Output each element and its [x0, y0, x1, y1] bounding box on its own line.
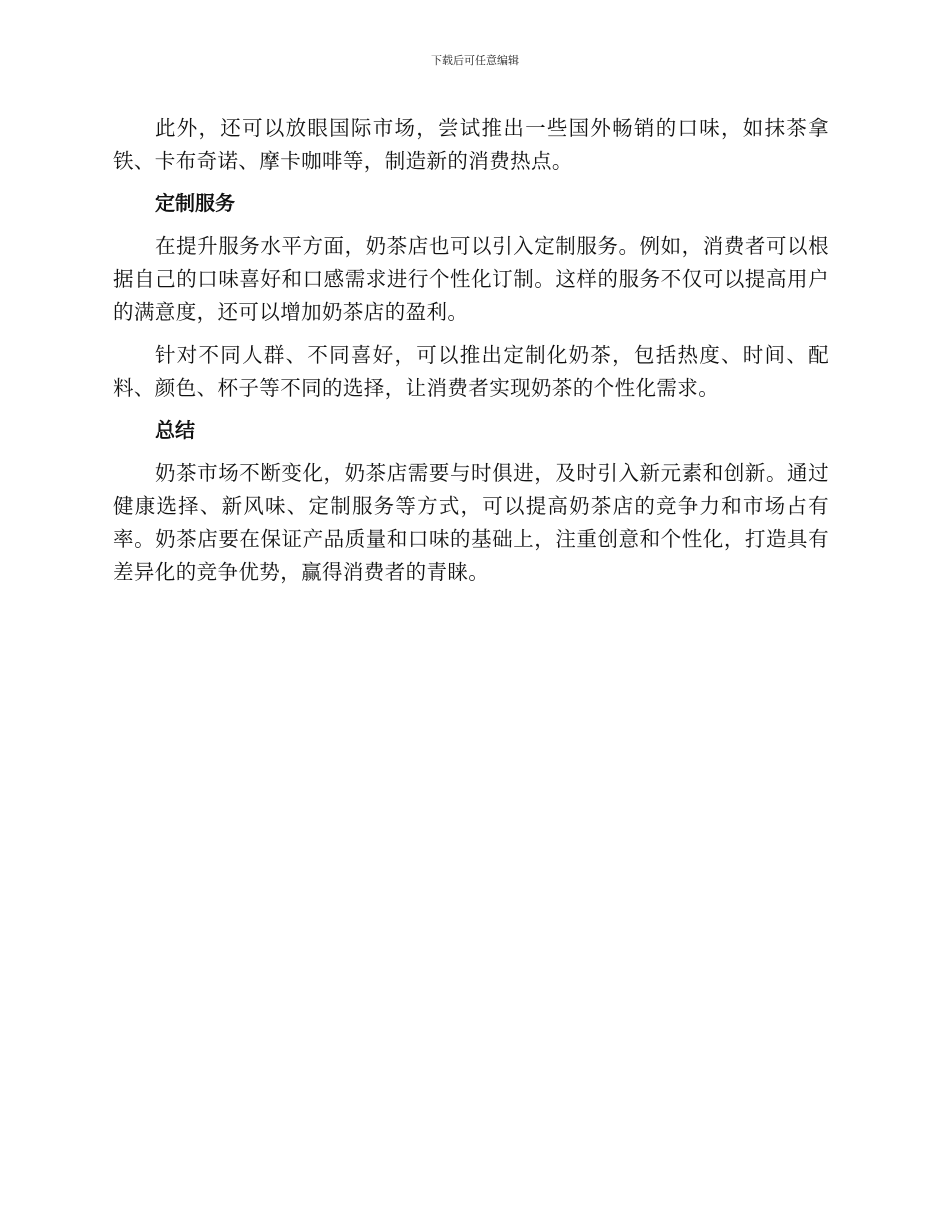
paragraph-custom-options: 针对不同人群、不同喜好，可以推出定制化奶茶，包括热度、时间、配料、颜色、杯子等不同的选择，让消费者实现奶茶的个性化需求。 [113, 343, 829, 400]
paragraph-custom-service-intro: 在提升服务水平方面，奶茶店也可以引入定制服务。例如，消费者可以根据自己的口味喜好和口感需求进行个性化订制。这样的服务不仅可以提高用户的满意度，还可以增加奶茶店的盈利。 [113, 234, 829, 324]
section-heading-custom-service: 定制服务 [155, 191, 235, 215]
paragraph-international-flavors: 此外，还可以放眼国际市场，尝试推出一些国外畅销的口味，如抹茶拿铁、卡布奇诺、摩卡咖啡等，制造新的消费热点。 [113, 116, 829, 173]
page-header: 下载后可任意编辑 [431, 54, 519, 67]
document-body [113, 112, 829, 599]
section-heading-summary: 总结 [155, 418, 195, 442]
paragraph-summary: 奶茶市场不断变化，奶茶店需要与时俱进，及时引入新元素和创新。通过健康选择、新风味、定制服务等方式，可以提高奶茶店的竞争力和市场占有率。奶茶店要在保证产品质量和口味的基础上，注重创意和个性化，打造具有差异化的竞争优势，赢得消费者的青睐。 [113, 461, 829, 584]
